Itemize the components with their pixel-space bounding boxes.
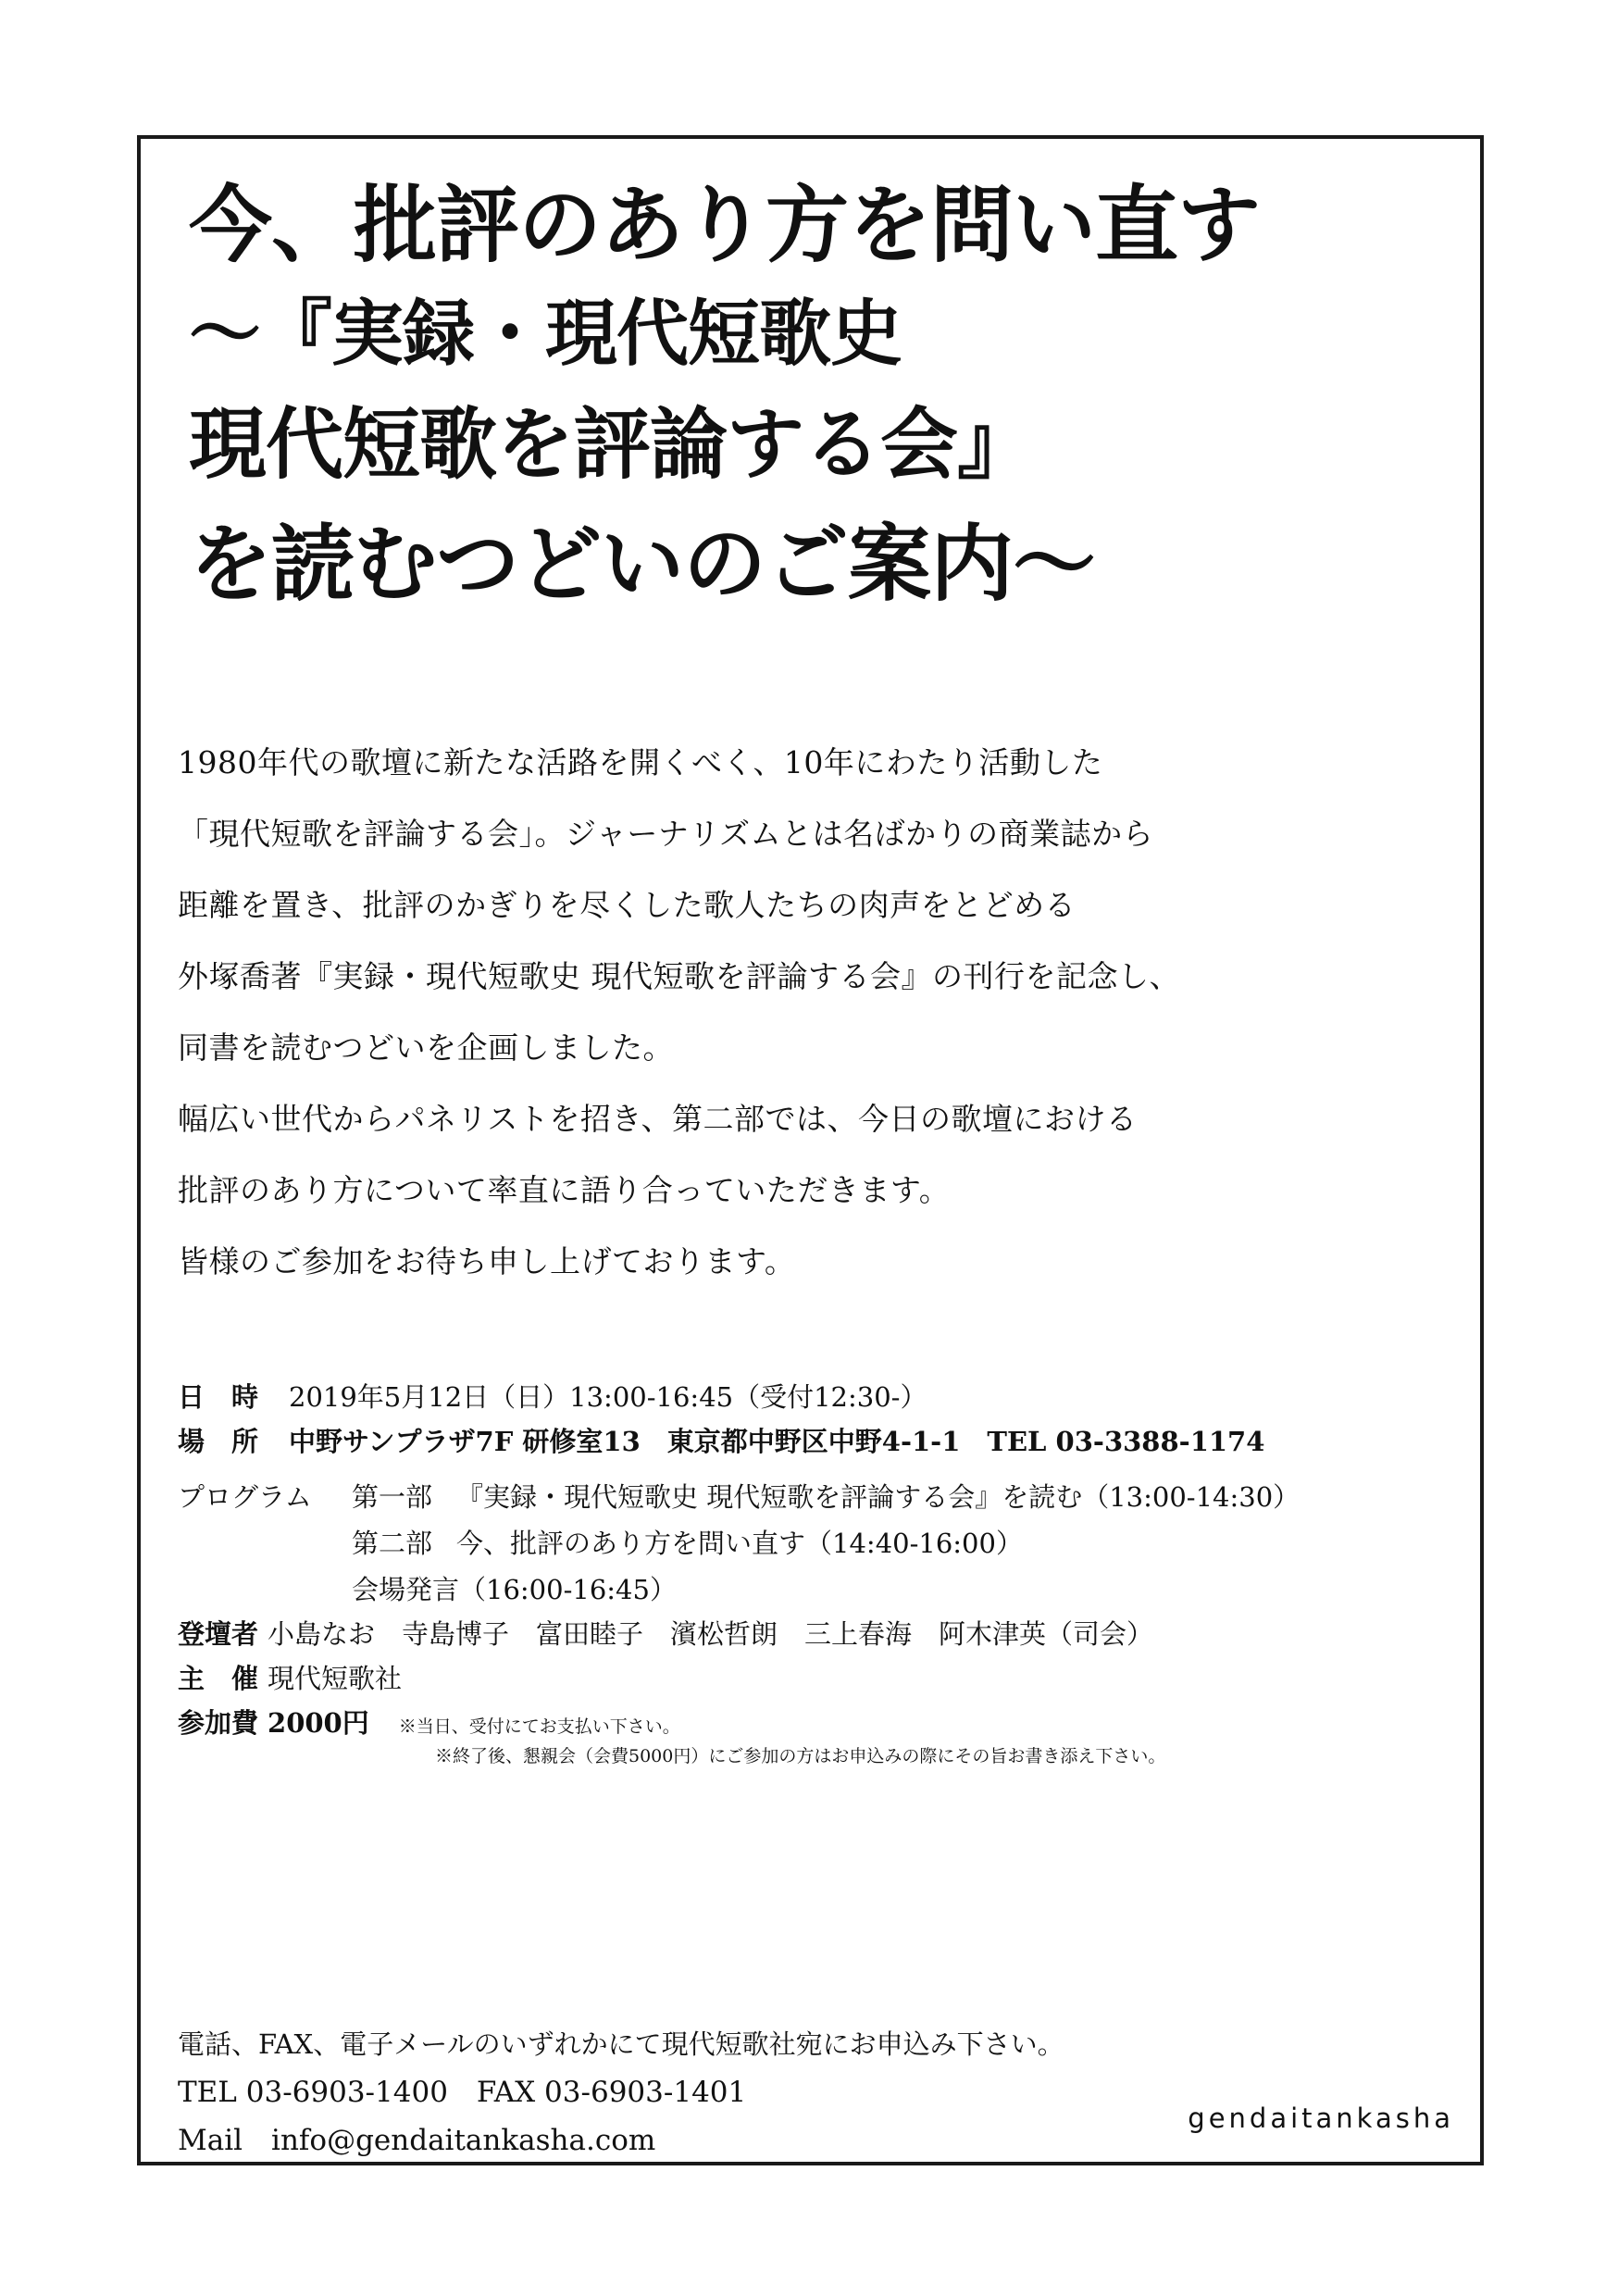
intro-line: 1980年代の歌壇に新たな活路を開くべく、10年にわたり活動した (178, 744, 1103, 780)
program-row (178, 1574, 1474, 1618)
intro-line: 皆様のご参加をお待ち申し上げております。 (178, 1243, 796, 1279)
event-title (189, 167, 1466, 622)
venue-row (178, 1426, 1474, 1481)
intro-line: 批評のあり方について率直に語り合っていただきます。 (178, 1172, 951, 1208)
program-label: プログラム (178, 1481, 312, 1513)
program-part-2: 第二部 (352, 1528, 433, 1559)
venue-label: 場 所 (178, 1426, 259, 1457)
contact-info (178, 2028, 1474, 2170)
title-line-1: 今、批評のあり方を問い直す (189, 176, 1260, 274)
intro-line: 同書を読むつどいを企画しました。 (178, 1029, 674, 1066)
program-content-3: 会場発言（16:00-16:45） (352, 1574, 677, 1605)
fee-note-2: ※終了後、懇親会（会費5000円）にご参加の方はお申込みの際にその旨お書き添え下さい。 (435, 1746, 1166, 1766)
program-row (178, 1528, 1474, 1574)
program-row (178, 1481, 1474, 1528)
date-row (178, 1381, 1474, 1426)
fee-value: 2000円 (268, 1707, 369, 1739)
title-line-4: を読むつどいのご案内〜 (189, 515, 1095, 613)
panel-row (178, 1618, 1474, 1663)
host-row (178, 1663, 1474, 1707)
intro-line: 外塚喬著『実録・現代短歌史 現代短歌を評論する会』の刊行を記念し、 (178, 958, 1180, 994)
contact-mail: Mail info@gendaitankasha.com (178, 2124, 656, 2157)
intro-text (178, 741, 1474, 1311)
intro-line: 幅広い世代からパネリストを招き、第二部では、今日の歌壇における (178, 1101, 1138, 1137)
title-line-3: 現代短歌を評論する会』 (189, 398, 1035, 490)
title-line-2: 〜『実録・現代短歌史 (189, 292, 902, 376)
event-details (178, 1381, 1474, 1778)
program-part-1: 第一部 (352, 1481, 433, 1513)
panel-value: 小島なお 寺島博子 富田睦子 濱松哲朗 三上春海 阿木津英（司会） (268, 1618, 1154, 1650)
date-label: 日 時 (178, 1381, 259, 1413)
fee-label: 参加費 (178, 1707, 259, 1739)
program-content-2: 今、批評のあり方を問い直す（14:40-16:00） (456, 1528, 1023, 1559)
panel-label: 登壇者 (178, 1618, 259, 1650)
contact-tel-fax: TEL 03-6903-1400 FAX 03-6903-1401 (178, 2076, 747, 2109)
fee-note-1: ※当日、受付にてお支払い下さい。 (398, 1716, 680, 1737)
intro-line: 「現代短歌を評論する会」。ジャーナリズムとは名ばかりの商業誌から (178, 816, 1154, 852)
flyer-frame (137, 135, 1484, 2165)
fee-row (178, 1707, 1474, 1744)
venue-value: 中野サンプラザ7F 研修室13 東京都中野区中野4-1-1 TEL 03-3388-1174 (289, 1426, 1265, 1457)
date-value: 2019年5月12日（日）13:00-16:45（受付12:30-） (289, 1381, 927, 1413)
contact-instruction: 電話、FAX、電子メールのいずれかにて現代短歌社宛にお申込み下さい。 (178, 2028, 1064, 2060)
host-label: 主 催 (178, 1663, 259, 1694)
program-content-1: 『実録・現代短歌史 現代短歌を評論する会』を読む（13:00-14:30） (456, 1481, 1301, 1513)
intro-line: 距離を置き、批評のかぎりを尽くした歌人たちの肉声をとどめる (178, 887, 1077, 923)
host-value: 現代短歌社 (268, 1663, 403, 1694)
brand-logo: gendaitankasha (1188, 2103, 1454, 2134)
